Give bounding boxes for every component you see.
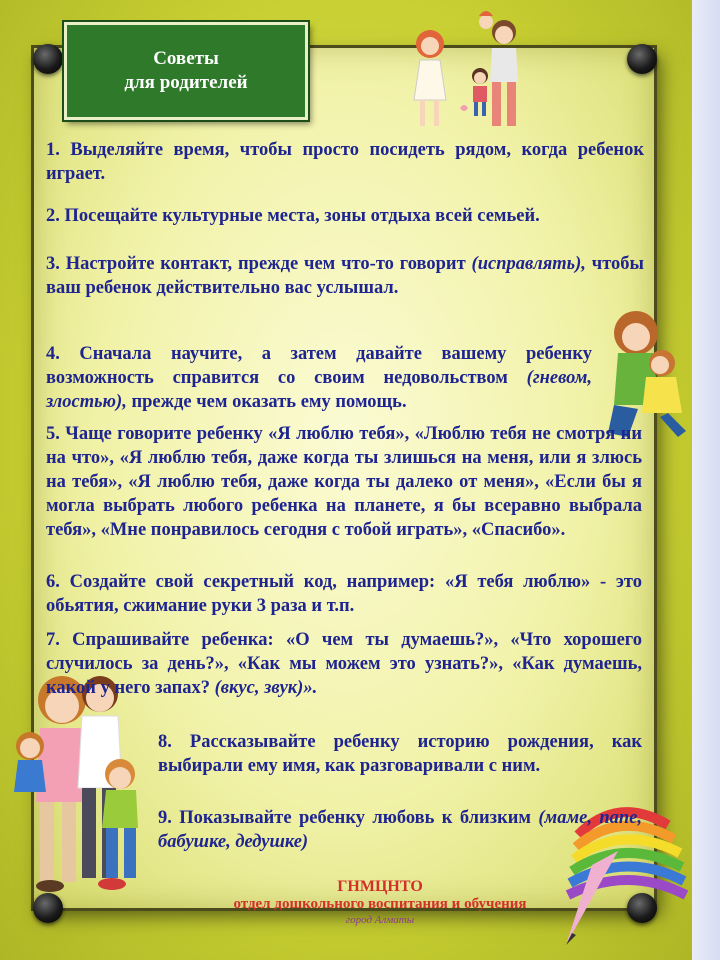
- tip-8: [158, 730, 642, 778]
- pin-icon: [627, 44, 657, 74]
- tip-1-text: 1. Выделяйте время, чтобы просто посидеть рядом, когда ребенок играет.: [46, 140, 644, 184]
- tip-9: [158, 806, 642, 854]
- tip-2-text: 2. Посещайте культурные места, зоны отдыха всей семьей.: [46, 206, 540, 226]
- tip-3-text: 3. Настройте контакт, прежде чем что-то говорит: [46, 254, 472, 274]
- tip-2: [46, 204, 644, 228]
- pin-icon: [33, 44, 63, 74]
- tip-7: [46, 628, 642, 700]
- tip-6-text: 6. Создайте свой секретный код, например: «Я тебя люблю» - это обьятия, сжимание руки 3 раза и т.п.: [46, 572, 642, 616]
- tip-3: [46, 252, 644, 300]
- title-line-1: Советы: [153, 48, 219, 69]
- footer-dept: отдел дошкольного воспитания и обучения: [233, 896, 527, 912]
- tip-3-tail: чтобы ваш ребенок действительно вас услышал.: [46, 254, 644, 298]
- tip-8-text: 8. Рассказывайте ребенку историю рождения, как выбирали ему имя, как разговаривали с ним.: [158, 732, 642, 776]
- tip-7-text: 7. Спрашивайте ребенка: «О чем ты думаешь?», «Что хорошего случилось за день?», «Как мы можем это узнать?», «Как думаешь, какой у него запах?: [46, 630, 642, 698]
- tip-6: [46, 570, 642, 618]
- title-line-2: для родителей: [124, 72, 248, 93]
- tip-9-text: 9. Показывайте ребенку любовь к близким: [158, 808, 539, 828]
- tip-4-italic: (гневом, злостью),: [46, 368, 592, 412]
- family-illustration-icon: [400, 4, 530, 134]
- tip-4: [46, 342, 592, 414]
- tip-9-italic: (маме, папе, бабушке, дедушке): [158, 808, 642, 852]
- tip-4-text: 4. Сначала научите, а затем давайте вашему ребенку возможность справится со своим недовольством: [46, 344, 592, 388]
- footer-org: ГНМЦНТО: [337, 878, 423, 895]
- title-banner: [64, 22, 308, 120]
- footer: [150, 878, 610, 927]
- tip-5: [46, 422, 642, 542]
- footer-city: город Алматы: [345, 914, 415, 926]
- tip-1: [46, 138, 644, 186]
- tip-4-tail: прежде чем оказать ему помощь.: [126, 392, 407, 412]
- tip-5-text: 5. Чаще говорите ребенку «Я люблю тебя», «Люблю тебя не смотря ни на что», «Я люблю тебя, даже когда ты злишься на меня, или я злюсь на тебя», «Я люблю тебя, даже когда ты далеко от меня», «Если бы я могла выбрать любого ребенка на планете, я бы всеравно выбрала тебя», «Мне понравилось сегодня с тобой играть», «Спасибо».: [46, 424, 642, 540]
- tip-7-italic: (вкус, звук)».: [214, 678, 318, 698]
- tip-3-italic: (исправлять),: [471, 254, 586, 274]
